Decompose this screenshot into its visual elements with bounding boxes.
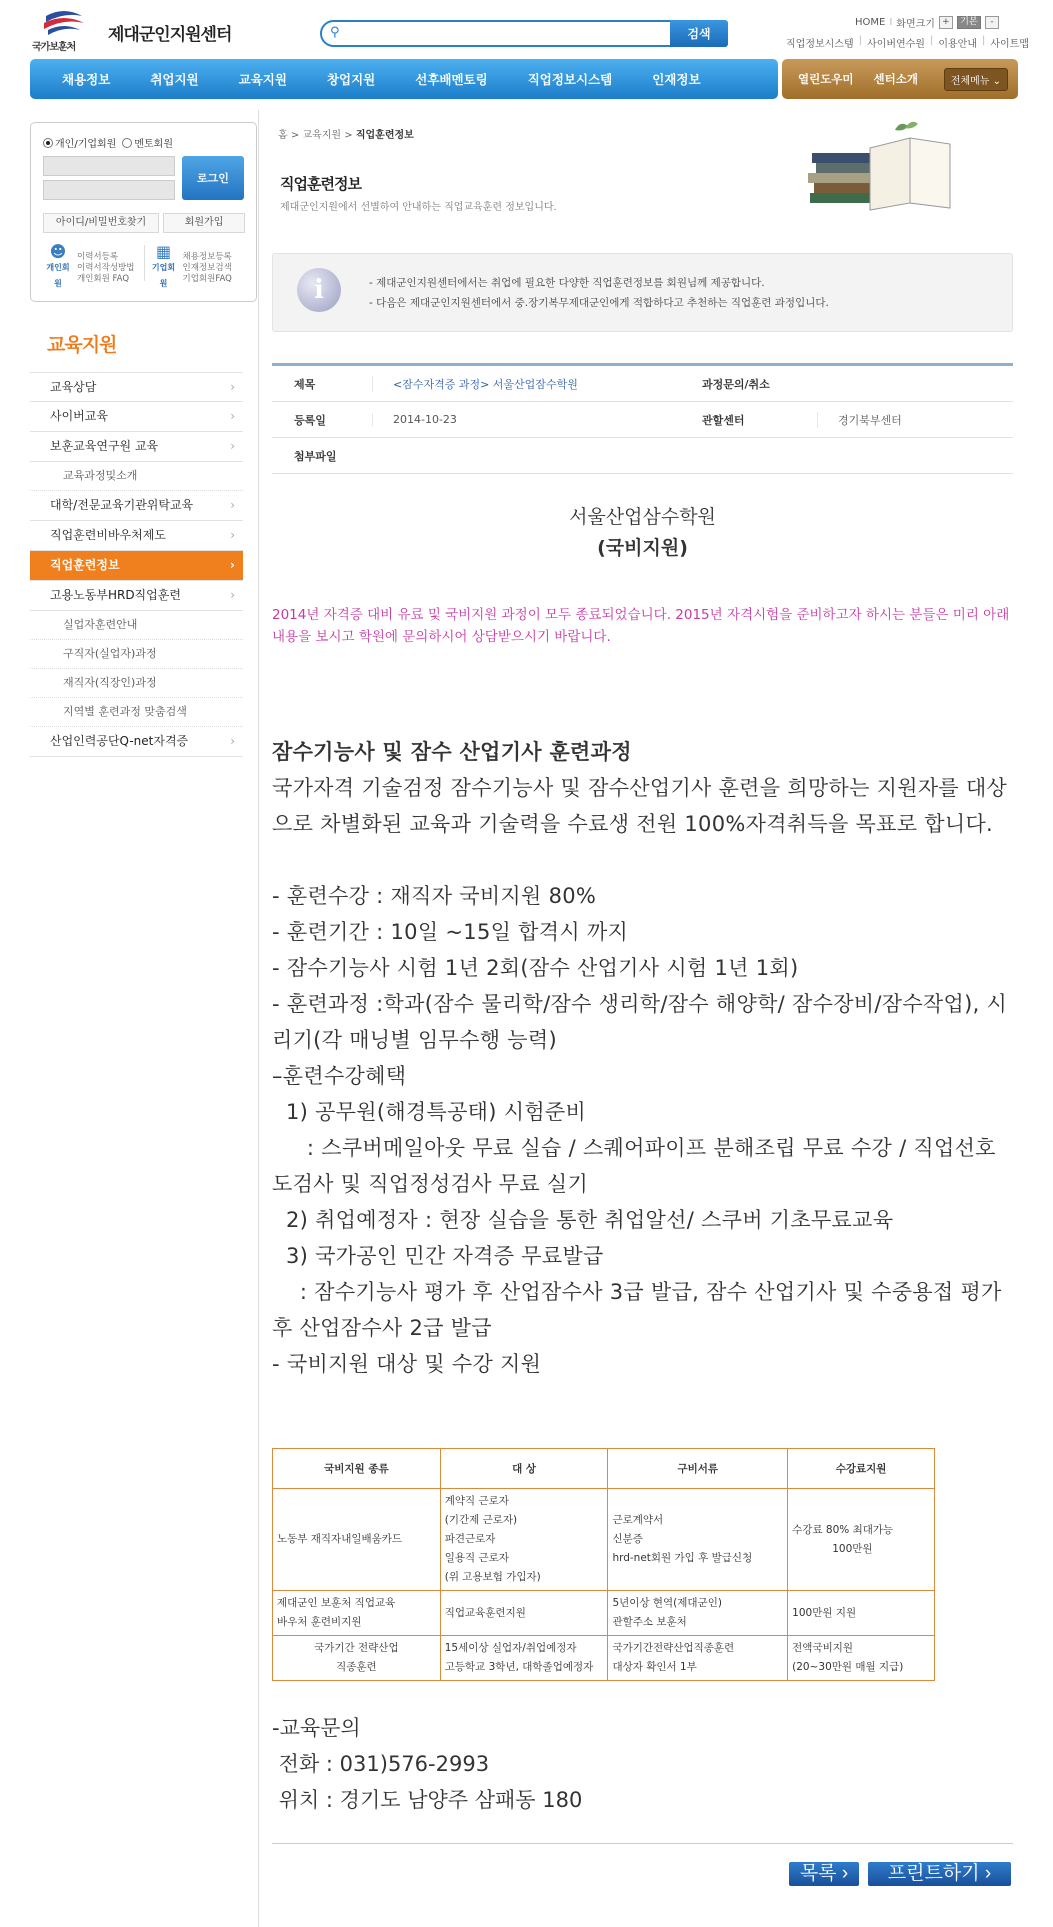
nav-item-education[interactable]: 교육지원 bbox=[238, 72, 287, 87]
company-faq-link[interactable]: 기업회원FAQ bbox=[182, 273, 232, 284]
site-logo[interactable] bbox=[28, 6, 238, 52]
lnb-item-counsel[interactable]: 교육상담 › bbox=[30, 372, 243, 402]
article-line: : 스쿠버메일아웃 무료 실습 / 스퀘어파이프 분해조립 무료 수강 / 직업선호도검사 및 직업정성검사 무료 실기 bbox=[272, 1136, 996, 1196]
company-links bbox=[183, 252, 232, 285]
page-title: 직업훈련정보 bbox=[280, 175, 361, 193]
lnb-subitem-employee[interactable]: 재직자(직장인)과정 bbox=[30, 669, 243, 698]
nav-item-recruit[interactable]: 채용정보 bbox=[62, 72, 111, 87]
password-field[interactable] bbox=[43, 180, 175, 200]
lnb-item-hrd[interactable]: 고용노동부HRD직업훈련 › bbox=[30, 581, 243, 611]
table-cell: 15세이상 실업자/취업예정자 고등학교 3학년, 대학졸업예정자 bbox=[440, 1636, 608, 1681]
nav-item-helpdesk[interactable]: 열린도우미 bbox=[798, 72, 854, 86]
file-label: 첨부파일 bbox=[294, 449, 337, 463]
nav-item-mentoring[interactable]: 선후배멘토링 bbox=[415, 72, 488, 87]
article-line: 2) 취업예정자 : 현장 실습을 통한 취업알선/ 스쿠버 기초무료교육 bbox=[272, 1208, 894, 1232]
article-notice: 2014년 자격증 대비 유료 및 국비지원 과정이 모두 종료되었습니다. 2015년 자격시험을 준비하고자 하시는 분들은 미리 아래 내용을 보시고 학원에 문의하시어 상담받으시기 바랍니다. bbox=[272, 607, 1010, 645]
company-member-label: 기업회원 bbox=[151, 263, 176, 288]
util-link-cyber[interactable]: 사이버연수원 bbox=[867, 39, 925, 50]
article-line: - 국비지원 대상 및 수강 지원 bbox=[272, 1352, 542, 1376]
radio-personal-label: 개인/기업회원 bbox=[55, 139, 117, 150]
org-name: 국가보훈처 bbox=[32, 42, 76, 53]
join-link[interactable]: 회원가입 bbox=[163, 213, 245, 233]
table-cell: 전액국비지원 (20~30만원 매월 지급) bbox=[788, 1636, 935, 1681]
radio-unchecked-icon bbox=[122, 138, 132, 148]
emblem-icon bbox=[40, 8, 88, 38]
print-button[interactable]: 프린트하기 › bbox=[868, 1862, 1011, 1886]
table-cell: 수강료 80% 최대가능 100만원 bbox=[788, 1489, 935, 1591]
breadcrumb bbox=[278, 126, 414, 141]
side-menu bbox=[30, 372, 243, 757]
article-line: - 훈련수강 : 재직자 국비지원 80% bbox=[272, 884, 597, 908]
divider bbox=[144, 245, 145, 281]
member-type-radios bbox=[43, 135, 173, 150]
subject-label: 제목 bbox=[294, 377, 316, 391]
resume-howto-link[interactable]: 이력서작성방법 bbox=[77, 262, 135, 273]
radio-checked-icon bbox=[43, 138, 53, 148]
login-box bbox=[30, 122, 257, 302]
post-info-table bbox=[272, 363, 1013, 474]
contact-location: 위치 : 경기도 남양주 삼패동 180 bbox=[272, 1788, 583, 1812]
breadcrumb-sep: > bbox=[344, 130, 353, 141]
table-header: 대 상 bbox=[440, 1449, 608, 1489]
table-cell: 계약직 근로자 (기간제 근로자) 파견근로자 일용직 근로자 (위 고용보험 가입자) bbox=[440, 1489, 608, 1591]
article-body bbox=[272, 480, 1013, 1382]
table-cell: 제대군인 보훈처 직업교육 바우처 훈련비지원 bbox=[273, 1591, 441, 1636]
table-header-row bbox=[273, 1449, 935, 1489]
table-cell: 근로계약서 신분증 hrd-net회원 가입 후 발급신청 bbox=[608, 1489, 788, 1591]
table-header: 구비서류 bbox=[608, 1449, 788, 1489]
inquiry-label: 과정문의/취소 bbox=[702, 377, 770, 391]
company-member-shortcut[interactable] bbox=[149, 242, 246, 291]
util-divider: | bbox=[981, 35, 986, 46]
lnb-title: 교육지원 bbox=[47, 334, 117, 356]
lnb-item-institute[interactable]: 보훈교육연구원 교육 › bbox=[30, 432, 243, 462]
lnb-subitem-unemployed-guide[interactable]: 실업자훈련안내 bbox=[30, 611, 243, 640]
nav-item-startup[interactable]: 창업지원 bbox=[326, 72, 376, 87]
nav-item-talent[interactable]: 인재정보 bbox=[652, 72, 701, 87]
lnb-subitem-regional-search[interactable]: 지역별 훈련과정 맞춤검색 bbox=[30, 698, 243, 727]
personal-member-label: 개인회원 bbox=[46, 263, 70, 288]
notice-line: - 다음은 제대군인지원센터에서 중.장기복무제대군인에게 적합하다고 추천하는 직업훈련 과정입니다. bbox=[369, 297, 829, 309]
divider bbox=[272, 1843, 1013, 1844]
building-icon: ▦ 기업회원 bbox=[149, 244, 179, 292]
util-divider: | bbox=[858, 35, 862, 46]
util-separator: I bbox=[889, 16, 893, 28]
search-box bbox=[320, 20, 672, 47]
login-button[interactable]: 로그인 bbox=[182, 156, 244, 200]
radio-mentor-label: 멘토회원 bbox=[134, 139, 173, 150]
radio-mentor[interactable] bbox=[122, 135, 173, 150]
font-size-label: 화면크기 bbox=[896, 18, 935, 30]
talent-search-link[interactable]: 인재정보검색 bbox=[182, 262, 232, 273]
font-basic-button[interactable]: 기본 bbox=[957, 16, 981, 29]
main-nav bbox=[30, 59, 778, 99]
search-icon: ⚲ bbox=[330, 25, 340, 40]
people-icon: ☻ 개인회원 bbox=[43, 244, 73, 292]
lnb-item-training-info[interactable]: 직업훈련정보 › bbox=[30, 551, 243, 581]
nav-item-about[interactable]: 센터소개 bbox=[873, 72, 918, 86]
column-divider bbox=[258, 110, 259, 1927]
contact-title: -교육문의 bbox=[272, 1716, 361, 1740]
article-heading: 잠수기능사 및 잠수 산업기사 훈련과정 bbox=[272, 740, 632, 764]
radio-personal[interactable] bbox=[43, 135, 116, 150]
util-link-guide[interactable]: 이용안내 bbox=[938, 39, 977, 50]
table-cell: 국가기간전략산업직종훈련 대상자 확인서 1부 bbox=[608, 1636, 788, 1681]
center-label: 관할센터 bbox=[702, 413, 745, 427]
article-line: - 훈련과정 :학과(잠수 물리학/잠수 생리학/잠수 해양학/ 잠수장비/잠수작업), 시리기(각 매닝별 임무수행 능력) bbox=[272, 992, 1008, 1052]
date-value: 2014-10-23 bbox=[372, 413, 702, 426]
table-row bbox=[273, 1489, 935, 1591]
util-link-sitemap[interactable]: 사이트맵 bbox=[990, 39, 1029, 50]
notice-text bbox=[369, 273, 829, 313]
font-plus-button[interactable]: + bbox=[939, 16, 953, 29]
article-line: - 훈련기간 : 10일 ~15일 합격시 까지 bbox=[272, 920, 629, 944]
font-minus-button[interactable]: - bbox=[985, 16, 999, 29]
lnb-subitem-course-intro[interactable]: 교육과정및소개 bbox=[30, 462, 243, 491]
member-shortcuts bbox=[43, 242, 245, 291]
info-row bbox=[272, 402, 1013, 438]
table-cell: 국가기간 전략산업 직종훈련 bbox=[273, 1636, 441, 1681]
table-row bbox=[273, 1591, 935, 1636]
lnb-item-cyber[interactable]: 사이버교육 › bbox=[30, 402, 243, 432]
table-header: 수강료지원 bbox=[788, 1449, 935, 1489]
utility-top bbox=[855, 14, 999, 30]
info-icon: i bbox=[297, 268, 341, 312]
article-line: : 잠수기능사 평가 후 산업잠수사 3급 발급, 잠수 산업기사 및 수중용접 평가 후 산업잠수사 2급 발급 bbox=[272, 1280, 1009, 1340]
article-line: - 잠수기능사 시험 1년 2회(잠수 산업기사 시험 1년 1회) bbox=[272, 956, 799, 980]
all-menu-button[interactable]: 전체메뉴 ⌄ bbox=[944, 68, 1008, 91]
article-line: 1) 공무원(해경특공태) 시험준비 bbox=[272, 1100, 587, 1124]
secondary-nav bbox=[782, 59, 1018, 99]
table-header: 국비지원 종류 bbox=[273, 1449, 441, 1489]
job-post-register-link[interactable]: 채용정보등록 bbox=[182, 251, 232, 262]
breadcrumb-current: 직업훈련정보 bbox=[355, 130, 414, 141]
contact-info bbox=[272, 1710, 582, 1818]
utility-links bbox=[786, 35, 1029, 50]
spacer bbox=[272, 842, 1013, 878]
page-description: 제대군인지원에서 선별하여 안내하는 직업교육훈련 정보입니다. bbox=[280, 202, 557, 213]
table-cell: 100만원 지원 bbox=[788, 1591, 935, 1636]
resume-register-link[interactable]: 이력서등록 bbox=[77, 251, 119, 262]
util-link-jobinfo[interactable]: 직업정보시스템 bbox=[786, 39, 854, 50]
info-row bbox=[272, 366, 1013, 402]
info-row bbox=[272, 438, 1013, 474]
search-button[interactable]: 검색 bbox=[670, 20, 728, 47]
nav-item-employment[interactable]: 취업지원 bbox=[150, 72, 199, 87]
home-link[interactable]: HOME bbox=[855, 16, 886, 28]
article-line: 3) 국가공인 민간 자격증 무료발급 bbox=[272, 1244, 604, 1268]
breadcrumb-sep: > bbox=[290, 130, 300, 141]
center-value: 경기북부센터 bbox=[817, 412, 902, 428]
breadcrumb-level1[interactable]: 교육지원 bbox=[302, 130, 342, 141]
table-cell: 노동부 재직자내일배움카드 bbox=[273, 1489, 441, 1591]
login-links bbox=[43, 213, 245, 233]
lnb-item-university[interactable]: 대학/전문교육기관위탁교육 › bbox=[30, 491, 243, 521]
search-input[interactable] bbox=[350, 25, 650, 42]
notice-box bbox=[272, 253, 1013, 332]
date-label: 등록일 bbox=[294, 413, 326, 427]
find-id-password-link[interactable]: 아이디/비밀번호찾기 bbox=[43, 213, 159, 233]
article-line: –훈련수강혜택 bbox=[272, 1064, 407, 1088]
lnb-item-voucher[interactable]: 직업훈련비바우처제도 › bbox=[30, 521, 243, 551]
article-subtitle: (국비지원) bbox=[597, 537, 688, 559]
support-table bbox=[272, 1448, 935, 1681]
list-button[interactable]: 목록 › bbox=[789, 1862, 859, 1886]
personal-member-shortcut[interactable] bbox=[43, 242, 140, 291]
contact-phone: 전화 : 031)576-2993 bbox=[272, 1752, 490, 1776]
table-row bbox=[273, 1636, 935, 1681]
books-illustration bbox=[800, 118, 970, 218]
breadcrumb-home[interactable]: 홈 bbox=[278, 130, 288, 141]
lnb-subitem-jobseeker[interactable]: 구직자(실업자)과정 bbox=[30, 640, 243, 669]
id-field[interactable] bbox=[43, 156, 175, 176]
nav-item-jobsystem[interactable]: 직업정보시스템 bbox=[527, 72, 613, 87]
lnb-item-qnet[interactable]: 산업인력공단Q-net자격증 › bbox=[30, 727, 243, 757]
personal-faq-link[interactable]: 개인회원 FAQ bbox=[77, 273, 130, 284]
article-intro: 국가자격 기술검정 잠수기능사 및 잠수산업기사 훈련을 희망하는 지원자를 대상으로 차별화된 교육과 기술력을 수료생 전원 100%자격취득을 목표로 합니다. bbox=[272, 776, 1008, 836]
site-name: 제대군인지원센터 bbox=[108, 25, 232, 45]
table-cell: 5년이상 현역(제대군인) 관할주소 보훈처 bbox=[608, 1591, 788, 1636]
subject-value: <잠수자격증 과정> 서울산업잠수학원 bbox=[372, 376, 702, 392]
util-divider: | bbox=[929, 35, 934, 46]
notice-line: - 제대군인지원센터에서는 취업에 필요한 다양한 직업훈련정보를 회원님께 제공합니다. bbox=[369, 277, 765, 289]
table-cell: 직업교육훈련지원 bbox=[440, 1591, 608, 1636]
personal-links bbox=[77, 252, 134, 285]
article-title: 서울산업삼수학원 bbox=[569, 506, 716, 528]
